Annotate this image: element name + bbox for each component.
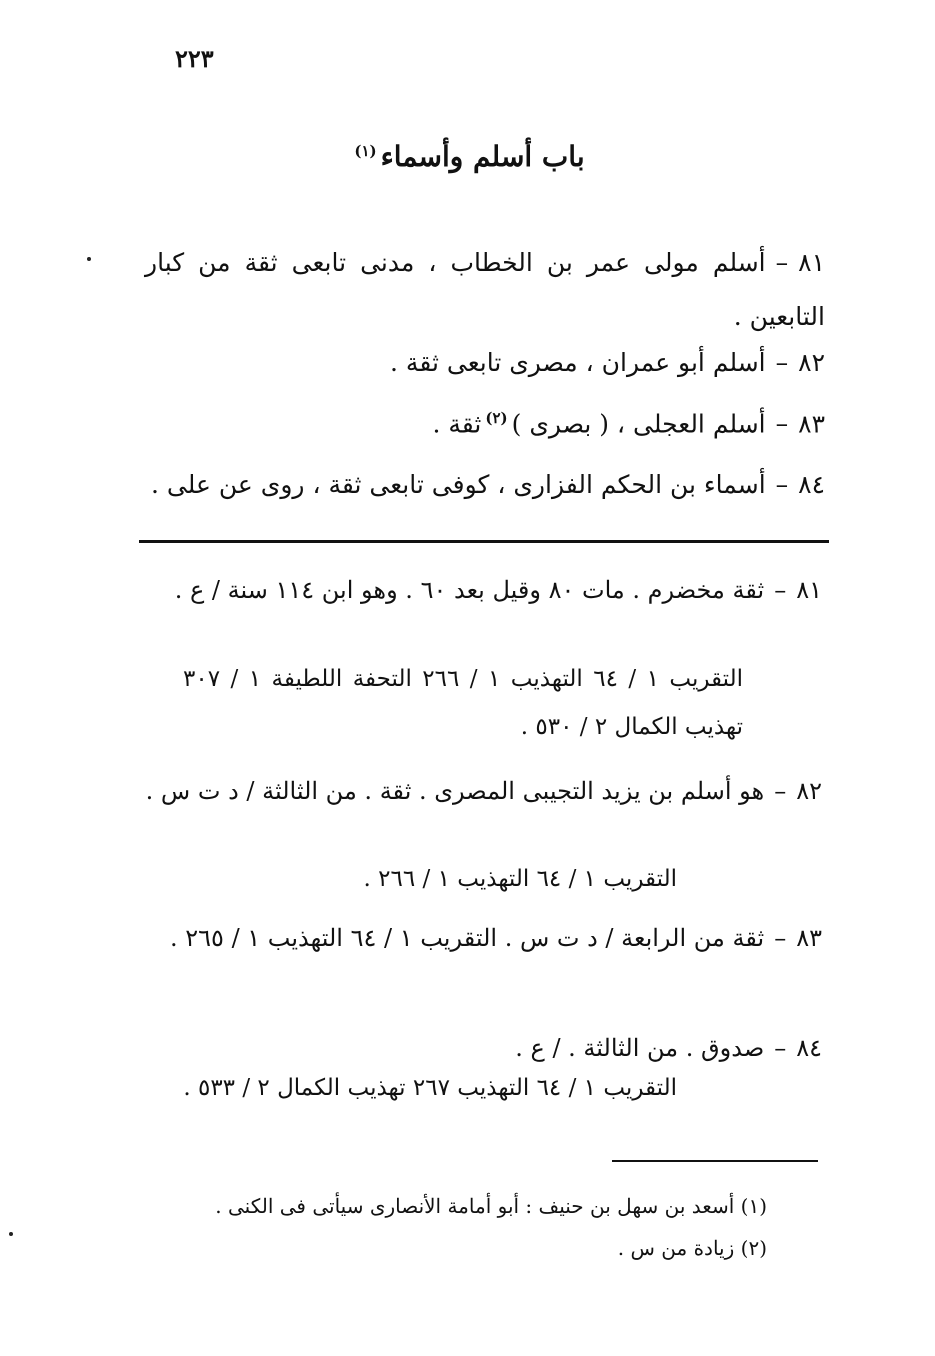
note-83 bbox=[140, 910, 822, 966]
footnote-text: أسعد بن سهل بن حنيف : أبو أمامة الأنصارى سيأتى فى الكنى . bbox=[215, 1194, 735, 1218]
note-82-references: التقريب ١ / ٦٤ التهذيب ١ / ٢٦٦ . bbox=[363, 866, 677, 892]
entry-dash: – bbox=[775, 470, 789, 499]
note-dash: – bbox=[774, 1034, 787, 1062]
footnote-text: زيادة من س . bbox=[617, 1236, 735, 1260]
scan-speck bbox=[87, 257, 91, 261]
entry-dash: – bbox=[775, 348, 789, 377]
chapter-title-text: باب أسلم وأسماء bbox=[380, 140, 585, 173]
note-text: ثقة مخضرم . مات ٨٠ وقيل بعد ٦٠ . وهو ابن ١١٤ سنة / ع . bbox=[174, 576, 765, 604]
note-81 bbox=[140, 562, 822, 618]
scan-speck bbox=[9, 1232, 13, 1236]
note-82 bbox=[140, 763, 822, 819]
entry-number: ٨٣ bbox=[798, 409, 825, 439]
entry-number: ٨٤ bbox=[798, 470, 825, 499]
note-text: هو أسلم بن يزيد التجيبى المصرى . ثقة . من الثالثة / د ت س . bbox=[145, 777, 765, 805]
note-number: ٨٤ bbox=[796, 1034, 822, 1062]
entry-dash: – bbox=[775, 409, 789, 439]
entry-text: أسلم مولى عمر بن الخطاب ، مدنى تابعى ثقة من كبار التابعين . bbox=[145, 248, 825, 331]
entry-84 bbox=[151, 470, 825, 500]
note-84-references: التقريب ١ / ٦٤ التهذيب ٢٦٧ تهذيب الكمال ٢ / ٥٣٣ . bbox=[183, 1075, 677, 1101]
chapter-title-footnote-ref: (١) bbox=[354, 141, 377, 160]
entry-text-before: أسلم العجلى ، ( بصرى ) bbox=[511, 409, 766, 439]
entry-footnote-ref: (٢) bbox=[485, 409, 508, 427]
entry-dash: – bbox=[775, 248, 789, 277]
entry-text: أسماء بن الحكم الفزارى ، كوفى تابعى ثقة ، روى عن على . bbox=[151, 470, 766, 499]
note-number: ٨٣ bbox=[796, 924, 822, 952]
page-number: ٢٢٣ bbox=[175, 44, 214, 73]
note-dash: – bbox=[774, 777, 787, 805]
footnote-2 bbox=[618, 1236, 767, 1260]
entry-number: ٨١ bbox=[798, 248, 825, 277]
footnote-rule bbox=[612, 1160, 818, 1162]
section-divider bbox=[139, 540, 829, 543]
entry-83 bbox=[432, 409, 825, 439]
entry-text: أسلم أبو عمران ، مصرى تابعى ثقة . bbox=[390, 348, 766, 377]
entry-82 bbox=[390, 348, 825, 378]
note-text: ثقة من الرابعة / د ت س . التقريب ١ / ٦٤ التهذيب ١ / ٢٦٥ . bbox=[170, 924, 765, 952]
note-dash: – bbox=[774, 576, 787, 604]
entry-number: ٨٢ bbox=[798, 348, 825, 377]
footnote-number: (١) bbox=[740, 1194, 767, 1218]
entry-81 bbox=[145, 236, 825, 344]
footnote-1 bbox=[215, 1194, 767, 1218]
chapter-title bbox=[0, 140, 935, 173]
entry-text-after: ثقة . bbox=[432, 409, 482, 439]
footnote-number: (٢) bbox=[740, 1236, 767, 1260]
note-number: ٨١ bbox=[796, 576, 822, 604]
note-text: صدوق . من الثالثة . / ع . bbox=[515, 1034, 765, 1062]
note-number: ٨٢ bbox=[796, 777, 822, 805]
note-dash: – bbox=[774, 924, 787, 952]
note-81-references: التقريب ١ / ٦٤ التهذيب ١ / ٢٦٦ التحفة اللطيفة ١ / ٣٠٧ تهذيب الكمال ٢ / ٥٣٠ . bbox=[183, 666, 744, 740]
